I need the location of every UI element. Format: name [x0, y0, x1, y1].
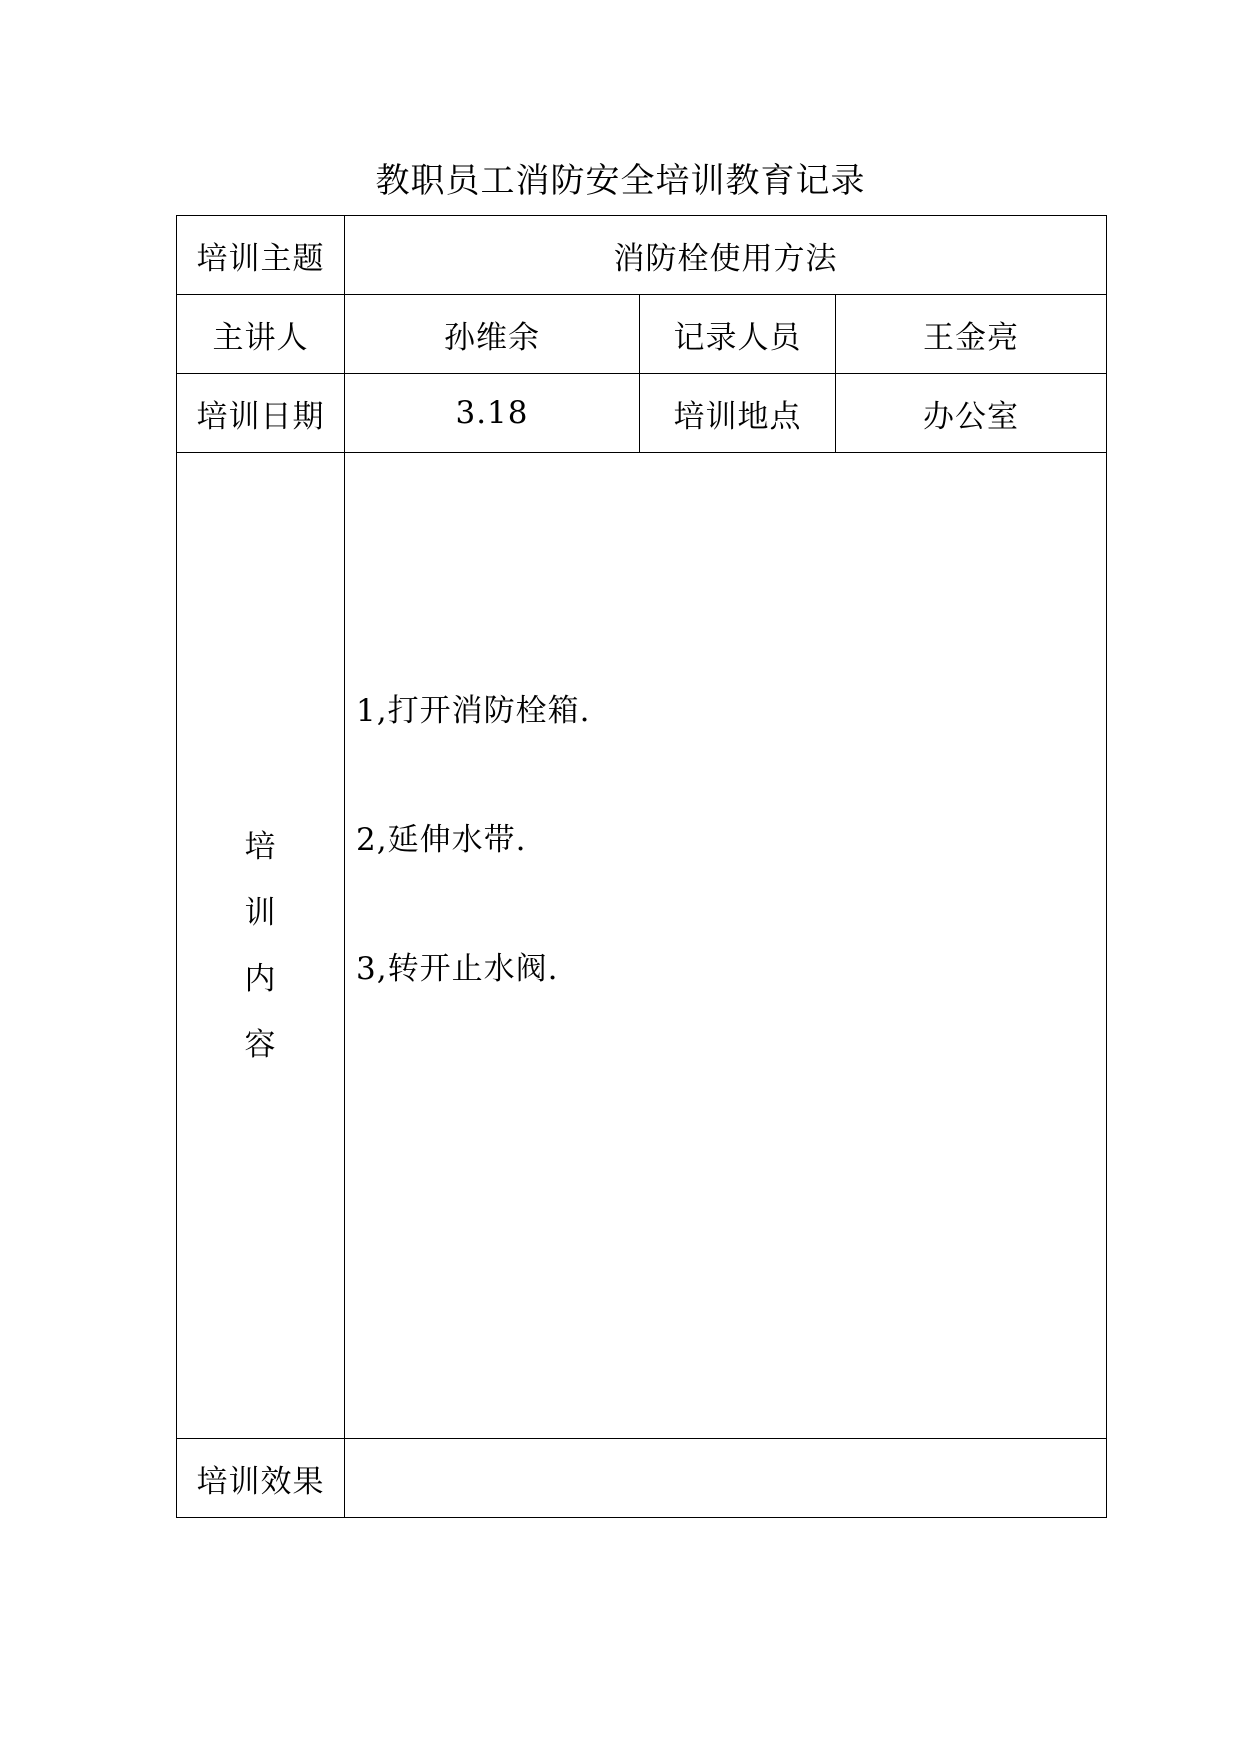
content-label-char: 内: [244, 960, 277, 997]
list-item: 1,打开消防栓箱.: [356, 693, 591, 729]
date-value: 3.18: [345, 374, 640, 453]
content-label-char: 训: [244, 894, 277, 931]
effect-label: 培训效果: [177, 1439, 345, 1518]
recorder-label: 记录人员: [640, 295, 836, 374]
content-label-char: 容: [244, 1026, 277, 1063]
date-row: [177, 374, 1107, 453]
speaker-row: [177, 295, 1107, 374]
effect-row: [177, 1439, 1107, 1518]
page-title: 教职员工消防安全培训教育记录: [375, 161, 866, 201]
speaker-value: 孙维余: [345, 295, 640, 374]
topic-value: 消防栓使用方法: [345, 216, 1107, 295]
content-label: [177, 827, 344, 1065]
location-label: 培训地点: [640, 374, 836, 453]
date-label: 培训日期: [177, 374, 345, 453]
content-value-cell: [345, 453, 1107, 1439]
content-list: [356, 691, 590, 1078]
speaker-label: 主讲人: [177, 295, 345, 374]
list-item: 2,延伸水带.: [356, 822, 527, 858]
topic-label: 培训主题: [177, 216, 345, 295]
content-row: [177, 453, 1107, 1439]
content-label-cell: [177, 453, 345, 1439]
location-value: 办公室: [836, 374, 1107, 453]
recorder-value: 王金亮: [836, 295, 1107, 374]
topic-row: [177, 216, 1107, 295]
content-label-char: 培: [244, 828, 277, 865]
training-record-table: [176, 215, 1107, 1518]
effect-value: [345, 1439, 1107, 1518]
list-item: 3,转开止水阀.: [356, 951, 559, 987]
